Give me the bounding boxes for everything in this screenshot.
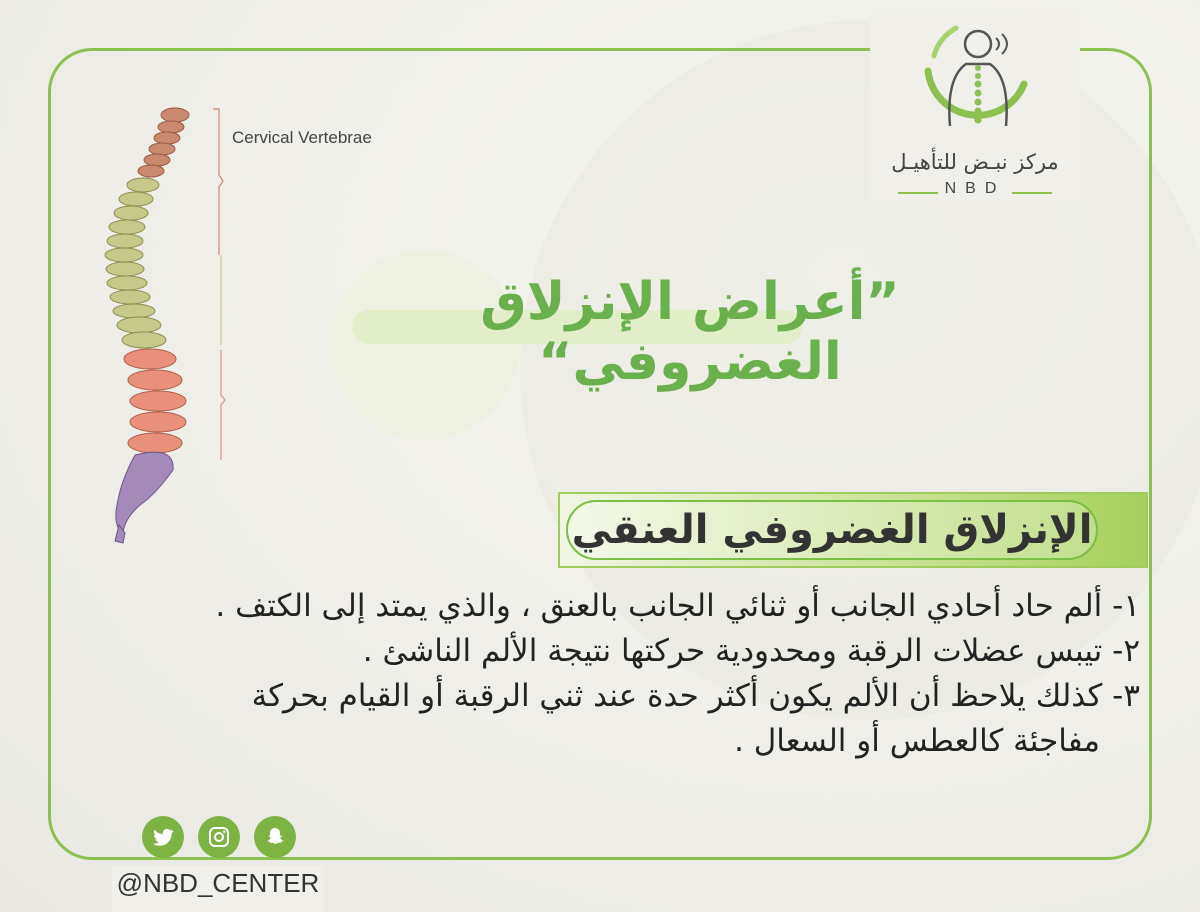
logo-english-name: NBD — [944, 180, 1006, 197]
logo-figure-icon — [916, 16, 1036, 146]
symptom-item: ٢- تيبس عضلات الرقبة ومحدودية حركتها نتيجة الألم الناشئ . — [362, 633, 1140, 669]
symptom-item-continuation: مفاجئة كالعطس أو السعال . — [734, 723, 1100, 759]
spine-illustration — [95, 95, 255, 555]
section-subtitle: الإنزلاق الغضروفي العنقي — [571, 507, 1093, 553]
symptom-item: ١- ألم حاد أحادي الجانب أو ثنائي الجانب بالعنق ، والذي يمتد إلى الكتف . — [215, 588, 1140, 624]
social-handle[interactable]: @NBD_CENTER — [116, 868, 320, 898]
social-icons — [142, 816, 296, 858]
snapchat-icon[interactable] — [254, 816, 296, 858]
twitter-icon[interactable] — [142, 816, 184, 858]
logo — [870, 10, 1080, 200]
symptom-item: ٣- كذلك يلاحظ أن الألم يكون أكثر حدة عند ثني الرقبة أو القيام بحركة — [251, 678, 1140, 714]
logo-arabic-name: مركز نبـض للتأهيـل — [891, 150, 1059, 174]
page-title: ”أعراض الإنزلاق الغضروفي“ — [480, 272, 900, 392]
instagram-icon[interactable] — [198, 816, 240, 858]
symptoms-list — [60, 584, 1140, 764]
cervical-vertebrae-label: Cervical Vertebrae — [232, 128, 372, 147]
